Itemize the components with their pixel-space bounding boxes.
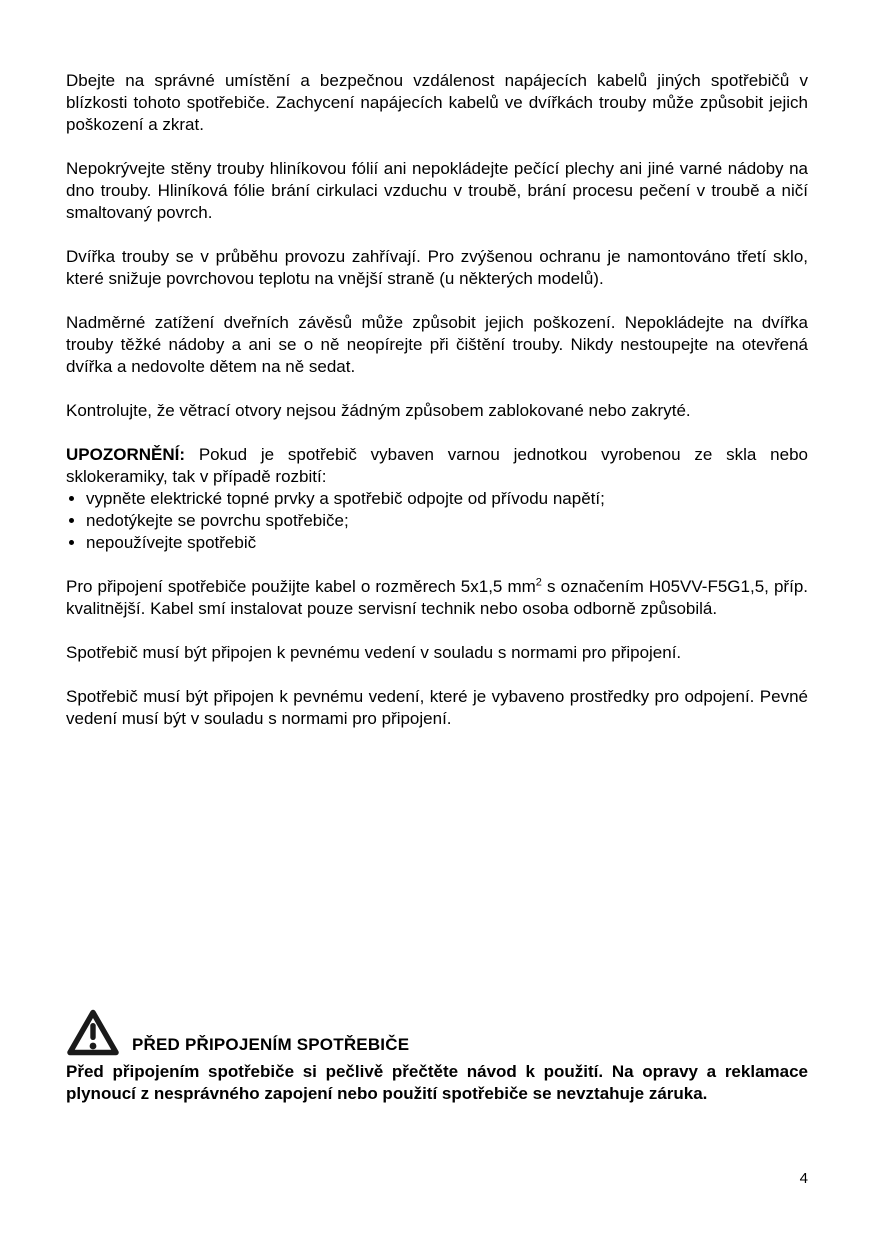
- whitespace-spacer: [66, 752, 808, 1008]
- cable-spec-text: Pro připojení spotřebiče použijte kabel o rozměrech 5x1,5 mm: [66, 577, 536, 596]
- notice-section: [66, 1008, 808, 1105]
- warning-triangle-icon: [66, 1008, 120, 1057]
- paragraph-fixed-wiring-2: Spotřebič musí být připojen k pevnému vedení, které je vybaveno prostředky pro odpojení. Pevné vedení musí být v souladu s normami pro připojení.: [66, 687, 808, 728]
- glass-warning-text: Pokud je spotřebič vybaven varnou jednotkou vyrobenou ze skla nebo sklokeramiky, tak v případě rozbití:: [66, 445, 808, 486]
- paragraph-fixed-wiring-1: Spotřebič musí být připojen k pevnému vedení v souladu s normami pro připojení.: [66, 643, 682, 662]
- bullet-item: • nepoužívejte spotřebič: [86, 532, 808, 554]
- paragraph-cable-placement: Dbejte na správné umístění a bezpečnou vzdálenost napájecích kabelů jiných spotřebičů v blízkosti tohoto spotřebiče. Zachycení napájecích kabelů ve dvířkách trouby může způsobit jejich poškození a zkrat.: [66, 71, 808, 134]
- bullet-item: • vypněte elektrické topné prvky a spotřebič odpojte od přívodu napětí;: [86, 488, 808, 510]
- page-number: 4: [799, 1170, 808, 1187]
- notice-header: [66, 1008, 808, 1057]
- paragraph-glass-warning: [66, 444, 808, 488]
- paragraph-aluminium-foil: Nepokrývejte stěny trouby hliníkovou fólií ani nepokládejte pečící plechy ani jiné varné nádoby na dno trouby. Hliníková fólie brání cirkulaci vzduchu v troubě, brání procesu pečení v troubě a ničí smaltovaný povrch.: [66, 159, 808, 222]
- paragraph-door-hinges: Nadměrné zatížení dveřních závěsů může způsobit jejich poškození. Nepokládejte na dvířka trouby těžké nádoby a ani se o ně neopírejte při čištění trouby. Nikdy nestoupejte na otevřená dvířka a nedovolte dětem na ně sedat.: [66, 313, 808, 376]
- notice-heading: PŘED PŘIPOJENÍM SPOTŘEBIČE: [132, 1035, 410, 1054]
- glass-warning-bullet-list: [66, 488, 808, 554]
- paragraph-door-heating: Dvířka trouby se v průběhu provozu zahřívají. Pro zvýšenou ochranu je namontováno třetí sklo, které snižuje povrchovou teplotu na vnější straně (u některých modelů).: [66, 247, 808, 288]
- paragraph-ventilation: Kontrolujte, že větrací otvory nejsou žádným způsobem zablokované nebo zakryté.: [66, 401, 691, 420]
- cable-spec-text-after: s označením H05VV-F5G1,5, příp. kvalitnější. Kabel smí instalovat pouze servisní technik nebo osoba odborně způsobilá.: [66, 577, 808, 618]
- paragraph-cable-spec: [66, 576, 808, 620]
- notice-body: Před připojením spotřebiče si pečlivě přečtěte návod k použití. Na opravy a reklamace plynoucí z nesprávného zapojení nebo použití spotřebiče se nevztahuje záruka.: [66, 1062, 808, 1103]
- glass-warning-lead-label: UPOZORNĚNÍ:: [66, 445, 185, 464]
- superscript-2: 2: [535, 576, 542, 589]
- bullet-item: • nedotýkejte se povrchu spotřebiče;: [86, 510, 808, 532]
